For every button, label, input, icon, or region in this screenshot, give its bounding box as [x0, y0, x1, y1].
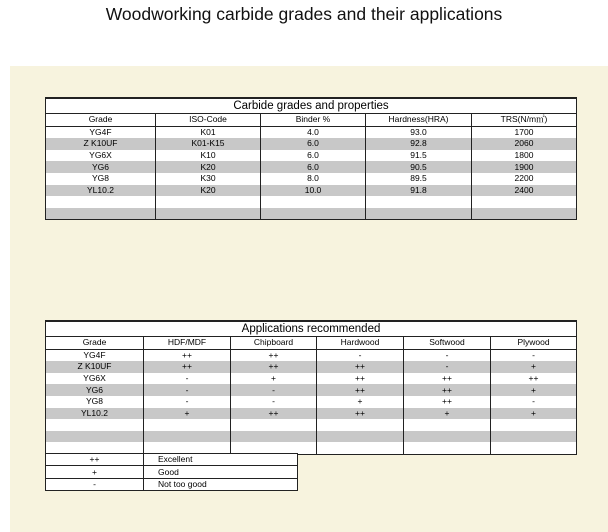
empty-row — [46, 419, 577, 431]
table-cell: ++ — [317, 384, 404, 396]
table-cell: K30 — [156, 173, 261, 185]
table-row — [46, 373, 577, 385]
table-cell: - — [317, 349, 404, 361]
table-cell: 1700 — [472, 126, 577, 138]
table-row — [46, 408, 577, 420]
table-cell: ++ — [404, 396, 491, 408]
column-header: Grade — [46, 337, 144, 350]
table-cell: YG6 — [46, 161, 156, 173]
table-cell: 92.8 — [366, 138, 472, 150]
table-cell: 90.5 — [366, 161, 472, 173]
column-header: Hardwood — [317, 337, 404, 350]
table-cell: 2200 — [472, 173, 577, 185]
table-cell: 8.0 — [261, 173, 366, 185]
table-cell: 91.5 — [366, 150, 472, 162]
table-cell: 2400 — [472, 185, 577, 197]
table-row — [46, 349, 577, 361]
grades-properties-table — [45, 97, 577, 220]
table-cell: K20 — [156, 185, 261, 197]
table-row — [46, 361, 577, 373]
table-cell: K01-K15 — [156, 138, 261, 150]
table-cell: ++ — [404, 373, 491, 385]
table-cell: - — [231, 384, 317, 396]
table-row — [46, 396, 577, 408]
table-row — [46, 185, 577, 197]
table-cell: 1900 — [472, 161, 577, 173]
table-cell: 4.0 — [261, 126, 366, 138]
content-panel — [10, 66, 608, 532]
legend-symbol: ++ — [46, 454, 144, 466]
table-cell: YL10.2 — [46, 185, 156, 197]
table-cell: K20 — [156, 161, 261, 173]
empty-row — [46, 431, 577, 443]
applications-table-caption: Applications recommended — [46, 321, 577, 337]
table-cell: 6.0 — [261, 161, 366, 173]
legend-row — [46, 478, 298, 490]
table-cell: YG6X — [46, 150, 156, 162]
table-cell: ++ — [231, 349, 317, 361]
table-cell: ++ — [317, 408, 404, 420]
table-row — [46, 138, 577, 150]
table-cell: ++ — [231, 361, 317, 373]
table-cell: - — [404, 361, 491, 373]
column-header: Binder % — [261, 114, 366, 127]
table-cell: + — [491, 384, 577, 396]
table-cell: + — [491, 408, 577, 420]
grades-table-caption: Carbide grades and properties — [46, 98, 577, 114]
applications-table — [45, 320, 577, 455]
empty-row — [46, 208, 577, 220]
table-cell: Z K10UF — [46, 138, 156, 150]
table-cell: 93.0 — [366, 126, 472, 138]
column-header: Plywood — [491, 337, 577, 350]
table-cell: ++ — [144, 361, 231, 373]
column-header: Softwood — [404, 337, 491, 350]
column-header: Chipboard — [231, 337, 317, 350]
column-header: HDF/MDF — [144, 337, 231, 350]
table-cell: - — [491, 396, 577, 408]
table-cell: YL10.2 — [46, 408, 144, 420]
table-cell: YG6X — [46, 373, 144, 385]
table-cell: ++ — [404, 384, 491, 396]
legend-symbol: + — [46, 466, 144, 478]
table-cell: YG4F — [46, 126, 156, 138]
table-cell: ++ — [144, 349, 231, 361]
legend-symbol: - — [46, 478, 144, 490]
legend-row — [46, 454, 298, 466]
table-cell: ++ — [317, 361, 404, 373]
table-cell: 10.0 — [261, 185, 366, 197]
table-cell: + — [144, 408, 231, 420]
table-cell: K10 — [156, 150, 261, 162]
table-cell: YG8 — [46, 173, 156, 185]
table-cell: - — [144, 373, 231, 385]
table-cell: ++ — [231, 408, 317, 420]
column-header: Hardness(HRA) — [366, 114, 472, 127]
legend-meaning: Excellent — [144, 454, 298, 466]
table-cell: 2060 — [472, 138, 577, 150]
table-cell: Z K10UF — [46, 361, 144, 373]
table-row — [46, 161, 577, 173]
page-title: Woodworking carbide grades and their applications — [105, 4, 503, 24]
column-header: Grade — [46, 114, 156, 127]
table-row — [46, 126, 577, 138]
legend-table — [45, 453, 298, 491]
table-cell: + — [491, 361, 577, 373]
table-cell: ++ — [491, 373, 577, 385]
table-cell: K01 — [156, 126, 261, 138]
table-cell: 91.8 — [366, 185, 472, 197]
table-cell: + — [231, 373, 317, 385]
table-cell: - — [144, 384, 231, 396]
table-cell: - — [491, 349, 577, 361]
table-cell: - — [144, 396, 231, 408]
table-cell: ++ — [317, 373, 404, 385]
table-cell: - — [231, 396, 317, 408]
column-header: ISO-Code — [156, 114, 261, 127]
table-cell: YG8 — [46, 396, 144, 408]
column-header: TRS(N/m㎡) — [472, 114, 577, 127]
table-cell: YG6 — [46, 384, 144, 396]
table-cell: + — [404, 408, 491, 420]
table-row — [46, 150, 577, 162]
table-cell: 6.0 — [261, 150, 366, 162]
table-cell: - — [404, 349, 491, 361]
table-cell: 89.5 — [366, 173, 472, 185]
legend-meaning: Good — [144, 466, 298, 478]
table-cell: + — [317, 396, 404, 408]
legend-meaning: Not too good — [144, 478, 298, 490]
table-row — [46, 384, 577, 396]
table-cell: 6.0 — [261, 138, 366, 150]
table-row — [46, 173, 577, 185]
empty-row — [46, 196, 577, 208]
table-cell: YG4F — [46, 349, 144, 361]
legend-row — [46, 466, 298, 478]
table-cell: 1800 — [472, 150, 577, 162]
